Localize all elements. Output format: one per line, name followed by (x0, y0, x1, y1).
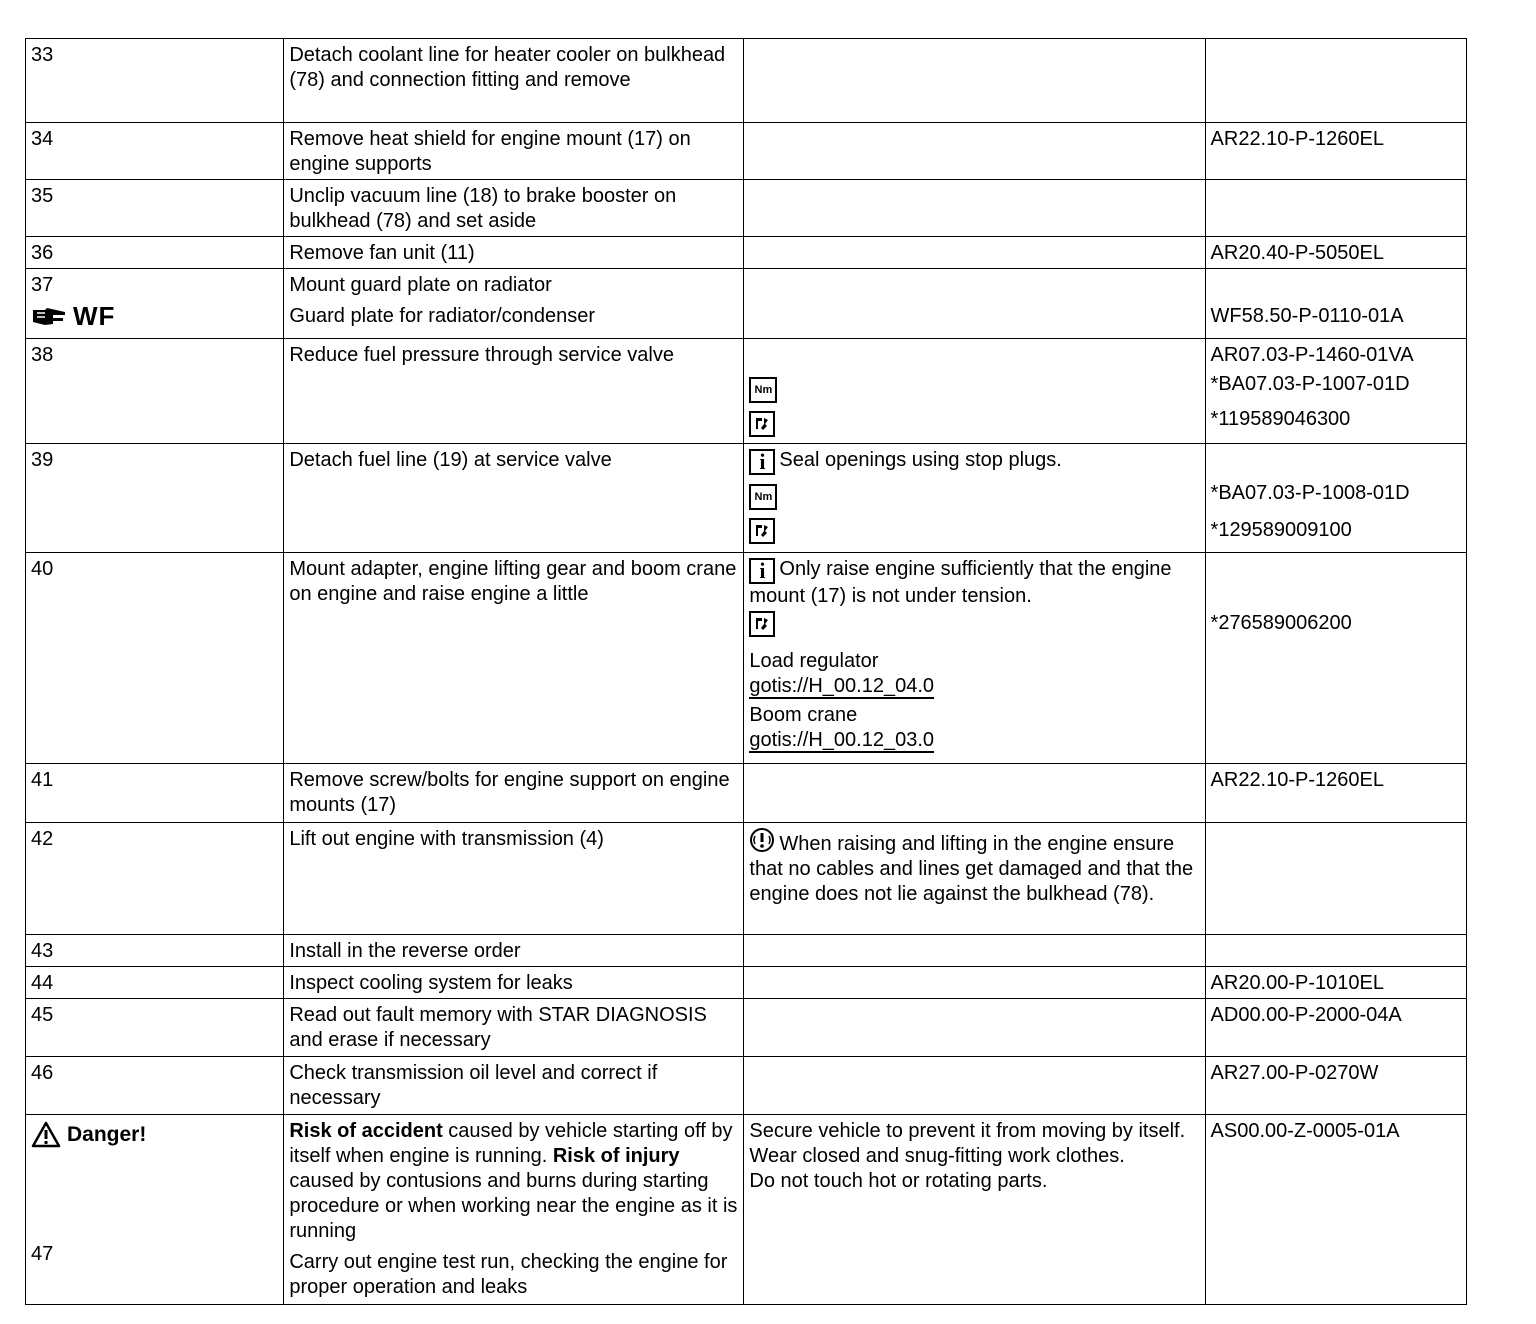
notes-cell (744, 123, 1205, 180)
table-row (26, 444, 1467, 553)
table-row (26, 999, 1467, 1057)
info-note: Seal openings using stop plugs. (779, 449, 1062, 471)
step-number: 40 (26, 553, 284, 764)
step-text: Detach coolant line for heater cooler on bulkhead (78) and connection fitting and remove (284, 39, 744, 123)
reference-cell (1205, 553, 1466, 764)
step-text-cell (284, 269, 744, 339)
step-text: Remove heat shield for engine mount (17) on engine supports (284, 123, 744, 180)
procedure-table (25, 38, 1467, 1305)
pointing-hand-icon (31, 306, 69, 328)
warning-triangle-icon (31, 1121, 61, 1148)
table-row (26, 123, 1467, 180)
step-text: Carry out engine test run, checking the engine for proper operation and leaks (289, 1251, 728, 1298)
step-number: 36 (26, 237, 284, 269)
table-row (26, 553, 1467, 764)
notes-cell (744, 764, 1205, 823)
info-icon: i (749, 449, 775, 475)
step-text: Install in the reverse order (284, 935, 744, 967)
step-text: Reduce fuel pressure through service valve (284, 339, 744, 444)
table-row (26, 1057, 1467, 1115)
notes-cell (744, 444, 1205, 553)
table-row (26, 339, 1467, 444)
torque-icon: Nm (749, 484, 777, 510)
table-row (26, 1115, 1467, 1305)
table-row (26, 823, 1467, 935)
reference: AS00.00-Z-0005-01A (1205, 1115, 1466, 1305)
reference: AR22.10-P-1260EL (1205, 123, 1466, 180)
step-number: 45 (26, 999, 284, 1057)
table-row (26, 180, 1467, 237)
notes-cell (744, 823, 1205, 935)
step-number: 43 (26, 935, 284, 967)
step-number: 34 (26, 123, 284, 180)
boom-crane-link[interactable]: gotis://H_00.12_03.0 (749, 729, 935, 751)
table-row (26, 237, 1467, 269)
caution-icon (749, 827, 775, 853)
notes-cell (744, 1057, 1205, 1115)
reference: AR07.03-P-1460-01VA (1210, 344, 1414, 366)
notes-cell (744, 180, 1205, 237)
step-number: 37 (31, 274, 54, 296)
table-row (26, 269, 1467, 339)
reference (1205, 39, 1466, 123)
torque-reference: *BA07.03-P-1007-01D (1210, 373, 1410, 395)
reference: AR22.10-P-1260EL (1205, 764, 1466, 823)
notes-cell (744, 935, 1205, 967)
wf-marker (31, 301, 116, 331)
step-number: 41 (26, 764, 284, 823)
notes-cell (744, 967, 1205, 999)
reference (1205, 180, 1466, 237)
step-text: Mount guard plate on radiator (289, 274, 552, 296)
step-number: 42 (26, 823, 284, 935)
reference: AR27.00-P-0270W (1205, 1057, 1466, 1115)
notes-cell (744, 999, 1205, 1057)
step-text: Mount adapter, engine lifting gear and boom crane on engine and raise engine a little (284, 553, 744, 764)
tool-reference: *119589046300 (1210, 408, 1351, 430)
wf-text: Guard plate for radiator/condenser (289, 305, 596, 327)
notes-cell (744, 553, 1205, 764)
step-number: 33 (26, 39, 284, 123)
step-text: Lift out engine with transmission (4) (284, 823, 744, 935)
info-icon: i (749, 558, 775, 584)
step-text: Check transmission oil level and correct if necessary (284, 1057, 744, 1115)
torque-icon: Nm (749, 377, 777, 403)
step-number: 46 (26, 1057, 284, 1115)
notes-cell (744, 269, 1205, 339)
step-text: Remove screw/bolts for engine support on engine mounts (17) (284, 764, 744, 823)
reference: AD00.00-P-2000-04A (1205, 999, 1466, 1057)
danger-label: Danger! (31, 1121, 146, 1148)
step-text: Unclip vacuum line (18) to brake booster on bulkhead (78) and set aside (284, 180, 744, 237)
step-text: Inspect cooling system for leaks (284, 967, 744, 999)
reference (1205, 935, 1466, 967)
step-number: 44 (26, 967, 284, 999)
reference-cell (1205, 444, 1466, 553)
info-note: Only raise engine sufficiently that the engine mount (17) is not under tension. (749, 558, 1172, 607)
danger-text: Risk of accident caused by vehicle starting off by itself when engine is running. Risk of injury caused by contusions and burns during starting procedure or when working near the engine as it is running (289, 1120, 738, 1242)
table-row (26, 967, 1467, 999)
tool-reference: *276589006200 (1210, 612, 1352, 634)
boom-crane-label: Boom crane (749, 704, 858, 726)
special-tool-icon (749, 518, 775, 544)
table-row (26, 935, 1467, 967)
step-text: Remove fan unit (11) (284, 237, 744, 269)
notes-cell (744, 39, 1205, 123)
caution-note: When raising and lifting in the engine ensure that no cables and lines get damaged and that the engine does not lie against the bulkhead (78). (749, 833, 1194, 905)
danger-cell (26, 1115, 284, 1305)
step-cell (26, 269, 284, 339)
reference: AR20.00-P-1010EL (1205, 967, 1466, 999)
wf-label: WF (73, 301, 116, 331)
reference: WF58.50-P-0110-01A (1210, 305, 1404, 327)
step-number: 47 (31, 1243, 54, 1265)
step-text: Read out fault memory with STAR DIAGNOSIS and erase if necessary (284, 999, 744, 1057)
danger-text-cell (284, 1115, 744, 1305)
reference-cell (1205, 269, 1466, 339)
reference: AR20.40-P-5050EL (1205, 237, 1466, 269)
table-row (26, 764, 1467, 823)
reference-cell (1205, 823, 1466, 935)
special-tool-icon (749, 411, 775, 437)
tool-reference: *129589009100 (1210, 519, 1352, 541)
step-text: Detach fuel line (19) at service valve (284, 444, 744, 553)
step-number: 39 (26, 444, 284, 553)
notes-cell (744, 237, 1205, 269)
load-regulator-label: Load regulator (749, 650, 879, 672)
load-regulator-link[interactable]: gotis://H_00.12_04.0 (749, 675, 935, 697)
notes-cell (744, 339, 1205, 444)
step-number: 38 (26, 339, 284, 444)
table-row (26, 39, 1467, 123)
reference-cell (1205, 339, 1466, 444)
danger-measures: Secure vehicle to prevent it from moving by itself. Wear closed and snug-fitting work clothes. Do not touch hot or rotating parts. (744, 1115, 1205, 1305)
special-tool-icon (749, 611, 775, 637)
step-number: 35 (26, 180, 284, 237)
torque-reference: *BA07.03-P-1008-01D (1210, 482, 1410, 504)
